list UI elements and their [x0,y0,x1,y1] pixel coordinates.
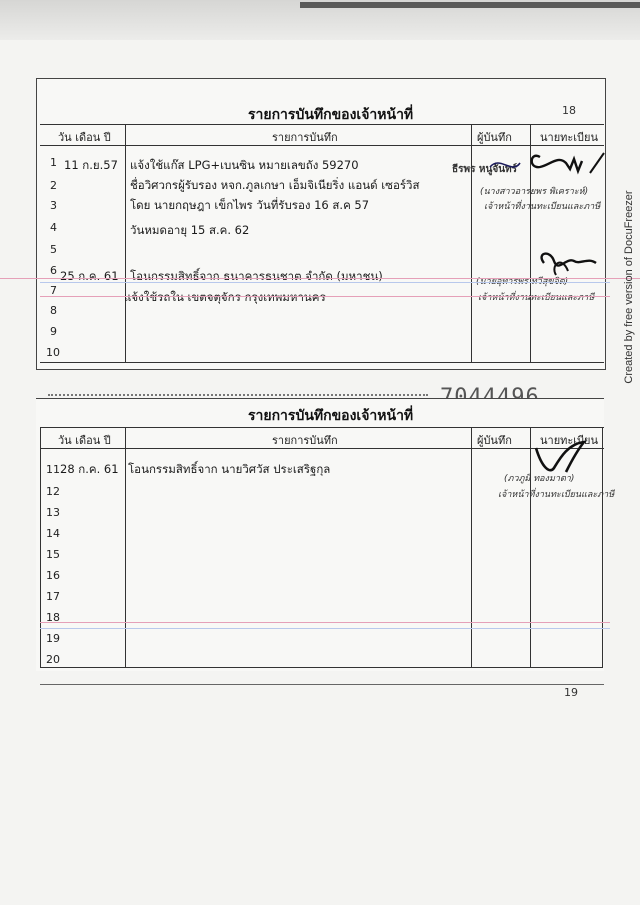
row-number: 15 [46,548,60,561]
signature-caption: เจ้าหน้าที่งานทะเบียนและภาษี [478,293,595,303]
row-number: 2 [50,179,57,192]
section-title: รายการบันทึกของเจ้าหน้าที่ [248,408,414,424]
entry-date: 28 ก.ค. 61 [60,462,119,476]
header-record: รายการบันทึก [272,131,338,144]
entry-line: แจ้งใช้รถใน เขตจตุจักร กรุงเทพมหานคร [124,290,326,304]
row-number: 14 [46,527,60,540]
entry-line: ชื่อวิศวกรผู้รับรอง หจก.ภูลเกษา เอ็มจิเนียริ่ง แอนด์ เซอร์วิส [130,178,420,192]
header-recorder: ผู้บันทึก [477,434,512,447]
row-number: 19 [46,632,60,645]
signature-caption: (นายอุทารพร ทวีสุขจิต) [476,277,569,287]
row-number: 20 [46,653,60,666]
signature-name: ธีรพร หนูจันทร์ [452,164,518,175]
signature-caption: (นางสาวอารยพร พิเคราะห์) [480,187,589,197]
header-recorder: ผู้บันทึก [477,131,512,144]
section-title: รายการบันทึกของเจ้าหน้าที่ [248,107,414,123]
entry-line: โอนกรรมสิทธิ์จาก ธนาคารธนชาต จำกัด (มหาชน) [130,269,383,283]
row-number: 16 [46,569,60,582]
page-number: 19 [564,686,578,699]
row-number: 1 [50,156,57,169]
row-number: 6 [50,264,57,277]
signature-caption: เจ้าหน้าที่งานทะเบียนและภาษี [498,490,615,500]
header-date: วัน เดือน ปี [58,434,111,447]
row-number: 4 [50,221,57,234]
docufreezer-watermark: Created by free version of DocuFreezer [623,190,635,384]
signature-caption: (ภวภูมิ ทองมาตา) [504,474,575,484]
signature-scribbles [470,145,610,305]
row-number: 10 [46,346,60,359]
row-number: 9 [50,325,57,338]
row-number: 3 [50,199,57,212]
scan-top-band [0,0,640,40]
signature-scribbles [520,438,610,478]
header-registrar: นายทะเบียน [540,434,599,447]
header-registrar: นายทะเบียน [540,131,599,144]
entry-line: โอนกรรมสิทธิ์จาก นายวิศวัส ประเสริฐกุล [128,462,331,476]
row-number: 18 [46,611,60,624]
perforation-line [48,394,428,396]
page-number: 18 [562,104,576,117]
row-number: 7 [50,284,57,297]
entry-line: แจ้งใช้แก๊ส LPG+เบนซิน หมายเลขถัง 59270 [130,158,359,172]
header-date: วัน เดือน ปี [58,131,111,144]
row-number: 13 [46,506,60,519]
entry-line: วันหมดอายุ 15 ส.ค. 62 [130,223,250,237]
row-number: 8 [50,304,57,317]
row-number: 11 [46,463,60,476]
entry-date: 25 ก.ค. 61 [60,269,119,283]
row-number: 5 [50,243,57,256]
row-number: 17 [46,590,60,603]
row-number: 12 [46,485,60,498]
signature-caption: เจ้าหน้าที่งานทะเบียนและภาษี [484,202,601,212]
entry-line: โดย นายกฤษฎา เข็กไพร วันที่รับรอง 16 ส.ค 57 [130,198,370,212]
entry-date: 11 ก.ย.57 [64,158,118,172]
header-record: รายการบันทึก [272,434,338,447]
